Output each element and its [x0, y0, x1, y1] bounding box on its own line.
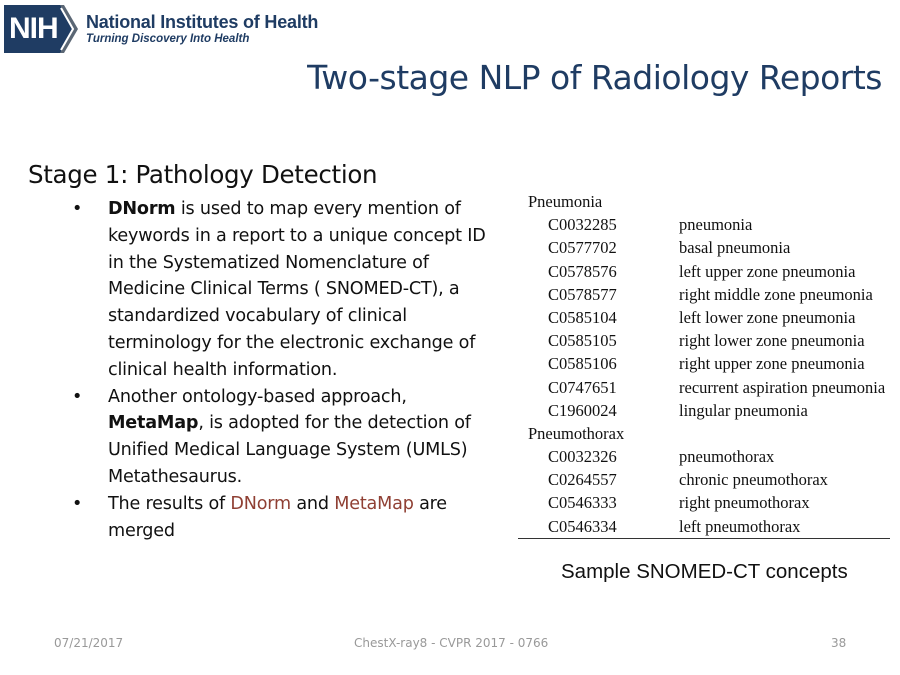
- concept-row: [528, 515, 898, 538]
- table-divider: [518, 538, 890, 539]
- concept-row: [528, 283, 898, 306]
- bullet-item: [70, 196, 490, 384]
- concept-row: [528, 468, 898, 491]
- concept-group-heading: Pneumothorax: [528, 423, 625, 443]
- bullet-text: The results of: [108, 493, 231, 514]
- concept-term: left pneumothorax: [679, 516, 801, 536]
- bullet-text: are merged: [108, 493, 447, 541]
- tool-name-dnorm: DNorm: [108, 199, 176, 219]
- concept-term: right upper zone pneumonia: [679, 354, 865, 374]
- bullet-item: [70, 384, 490, 491]
- logo-tagline: Turning Discovery Into Health: [86, 32, 250, 45]
- concept-code: C0546334: [548, 516, 617, 536]
- nih-logo: [4, 5, 318, 53]
- concept-group-heading: Pneumonia: [528, 192, 603, 211]
- concept-row: [528, 329, 898, 352]
- concept-row: [528, 352, 898, 375]
- footer-title: ChestX-ray8 - CVPR 2017 - 0766: [354, 636, 549, 650]
- logo-abbrev: NIH: [9, 12, 58, 45]
- concept-term: lingular pneumonia: [679, 400, 808, 420]
- tool-name-metamap: MetaMap: [334, 493, 414, 514]
- concept-code: C0585106: [548, 354, 617, 374]
- bullet-dot-icon: •: [72, 386, 83, 407]
- bullet-text: and: [290, 493, 335, 514]
- bullet-text: Another ontology-based approach,: [108, 386, 407, 407]
- footer-date: 07/21/2017: [54, 636, 124, 650]
- bullet-item: [70, 491, 490, 545]
- concept-table: [528, 190, 898, 538]
- concept-code: C0578577: [548, 284, 617, 304]
- concept-code: C0546333: [548, 493, 617, 513]
- concept-row: [528, 491, 898, 514]
- bullet-list: [70, 196, 490, 544]
- concept-term: basal pneumonia: [679, 238, 791, 258]
- bullet-text: is used to map every mention of keywords in a report to a unique concept ID in the Systematized Nomenclature of Medicine Clinical Terms ( SNOMED-CT), a standardized vocabulary of clinical terminology for the electronic exchange of clinical health information.: [108, 199, 486, 380]
- concept-term: pneumothorax: [679, 447, 775, 467]
- concept-row: [528, 376, 898, 399]
- concept-row: [528, 399, 898, 422]
- concept-term: left lower zone pneumonia: [679, 307, 856, 327]
- concept-row: [528, 236, 898, 259]
- concept-row: [528, 213, 898, 236]
- concept-code: C0032285: [548, 215, 617, 235]
- slide-title: Two-stage NLP of Radiology Reports: [307, 58, 882, 97]
- concept-row: [528, 306, 898, 329]
- nih-badge-icon: [4, 5, 78, 53]
- bullet-dot-icon: •: [72, 199, 83, 219]
- section-heading: Stage 1: Pathology Detection: [28, 160, 378, 189]
- concept-term: pneumonia: [679, 215, 753, 235]
- concept-code: C0578576: [548, 261, 617, 281]
- concept-row: [528, 260, 898, 283]
- concept-code: C1960024: [548, 400, 617, 420]
- concept-term: right middle zone pneumonia: [679, 284, 873, 304]
- bullet-text: , is adopted for the detection of Unified Medical Language System (UMLS) Metathesaurus.: [108, 413, 471, 487]
- concept-code: C0585105: [548, 331, 617, 351]
- tool-name-metamap: MetaMap: [108, 413, 199, 434]
- concept-code: C0032326: [548, 447, 617, 467]
- concept-term: chronic pneumothorax: [679, 470, 828, 490]
- concept-code: C0264557: [548, 470, 617, 490]
- page-number: 38: [831, 636, 847, 650]
- concept-row: [528, 445, 898, 468]
- concept-term: recurrent aspiration pneumonia: [679, 377, 886, 397]
- concept-code: C0577702: [548, 238, 617, 258]
- concept-code: C0585104: [548, 307, 617, 327]
- concept-term: right lower zone pneumonia: [679, 331, 865, 351]
- concept-term: right pneumothorax: [679, 493, 810, 513]
- table-caption: Sample SNOMED-CT concepts: [561, 560, 848, 583]
- tool-name-dnorm: DNorm: [230, 493, 291, 514]
- concept-term: left upper zone pneumonia: [679, 261, 856, 281]
- logo-name: National Institutes of Health: [86, 11, 319, 32]
- concept-code: C0747651: [548, 377, 617, 397]
- bullet-dot-icon: •: [72, 493, 83, 514]
